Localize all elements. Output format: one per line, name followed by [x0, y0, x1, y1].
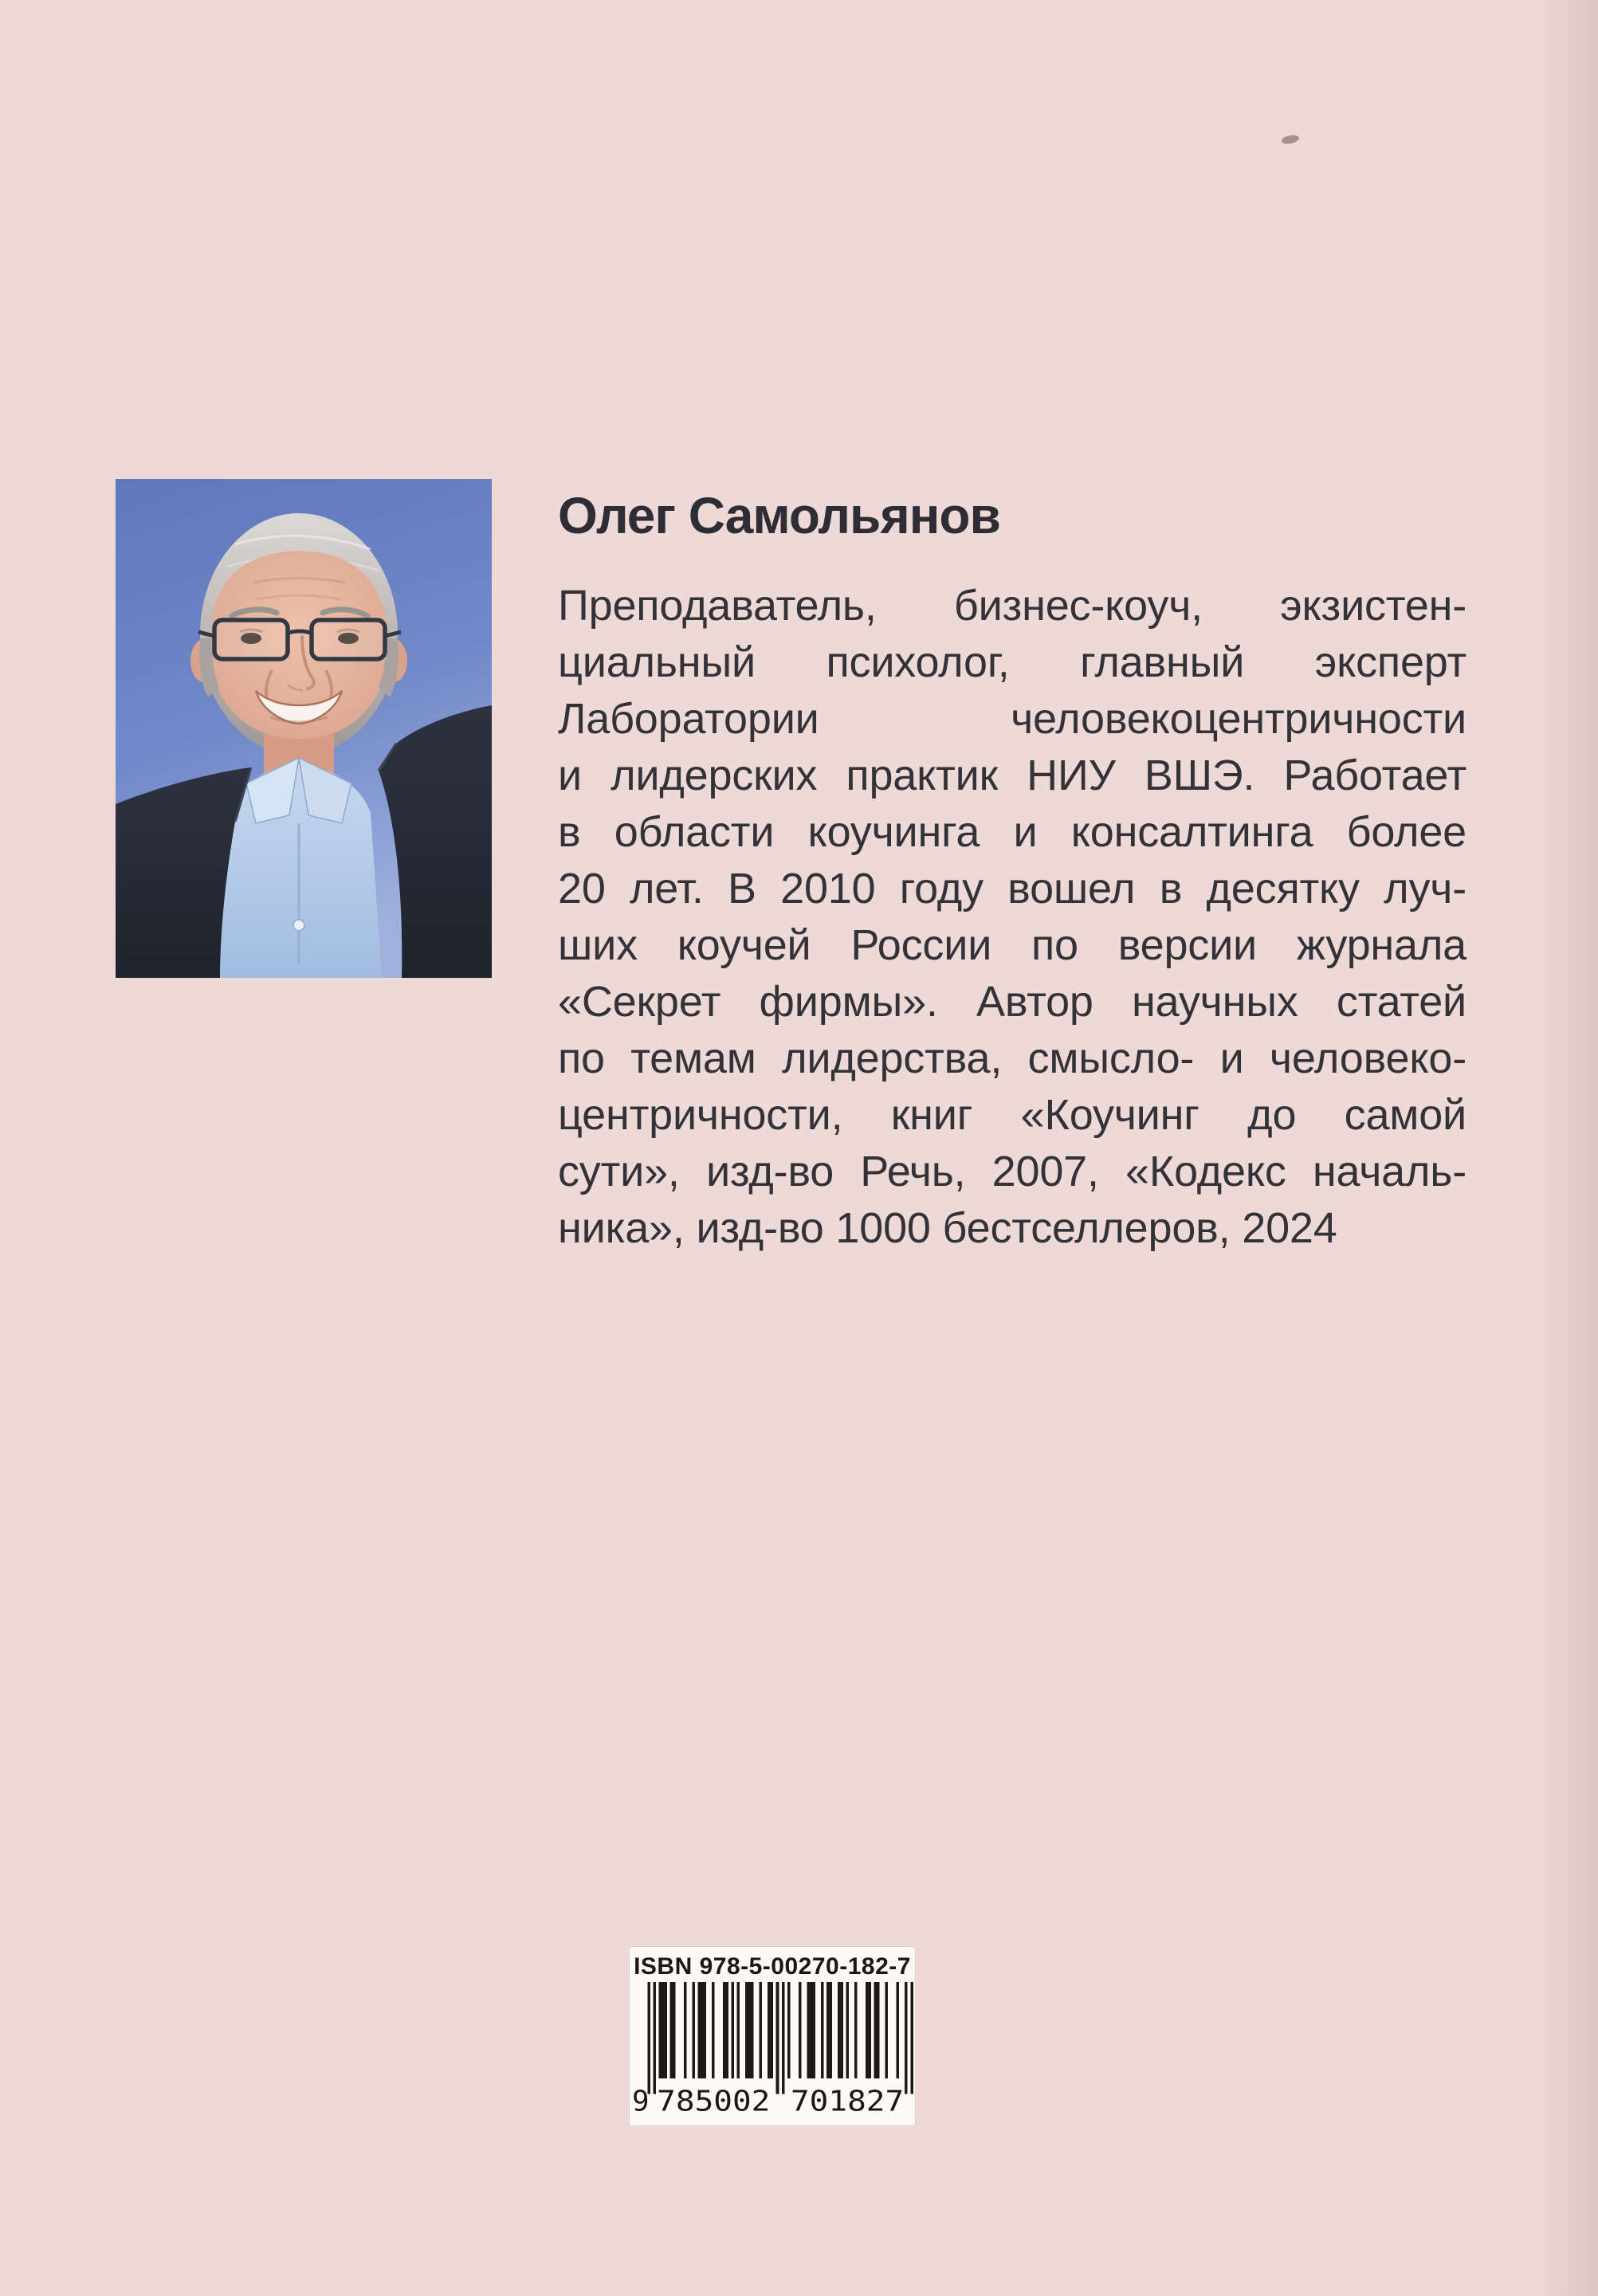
- bio-line: центричности, книг «Коучинг до самой: [558, 1091, 1466, 1139]
- author-name: Олег Самольянов: [558, 487, 1000, 544]
- glasses-right-lens: [312, 620, 385, 659]
- isbn-barcode-label: [630, 1947, 915, 2125]
- shirt-button: [293, 920, 304, 931]
- bio-line: Лаборатории человекоцентричности: [558, 695, 1466, 743]
- barcode-left-digits: 785002: [657, 2085, 771, 2113]
- bio-line: и лидерских практик НИУ ВШЭ. Работает: [558, 752, 1466, 799]
- bio-line: ника», изд-во 1000 бестселлеров, 2024: [558, 1204, 1337, 1252]
- ean13-barcode: [631, 1982, 913, 2113]
- bio-line: Преподаватель, бизнес-коуч, экзистен-: [558, 582, 1466, 630]
- scan-artifact: [1281, 133, 1300, 145]
- cover-edge-shadow: [1534, 0, 1598, 2296]
- bio-line: 20 лет. В 2010 году вошел в десятку луч-: [558, 865, 1466, 913]
- bio-line: «Секрет фирмы». Автор научных статей: [558, 978, 1466, 1026]
- bio-text: [558, 578, 1466, 1257]
- barcode-first-digit: 9: [631, 2085, 650, 2113]
- author-photo: [116, 479, 492, 978]
- barcode-bars: [647, 1982, 913, 2094]
- barcode-right-digits: 701827: [790, 2085, 905, 2113]
- glasses-left-lens: [214, 620, 288, 659]
- bio-line: циальный психолог, главный эксперт: [558, 638, 1466, 686]
- bio-line: в области коучинга и консалтинга более: [558, 808, 1466, 856]
- bio-line: сути», изд-во Речь, 2007, «Кодекс началь-: [558, 1148, 1466, 1195]
- bio-line: ших коучей России по версии журнала: [558, 921, 1466, 969]
- isbn-number: ISBN 978-5-00270-182-7: [634, 1953, 911, 1980]
- bio-line: по темам лидерства, смысло- и человеко-: [558, 1034, 1466, 1082]
